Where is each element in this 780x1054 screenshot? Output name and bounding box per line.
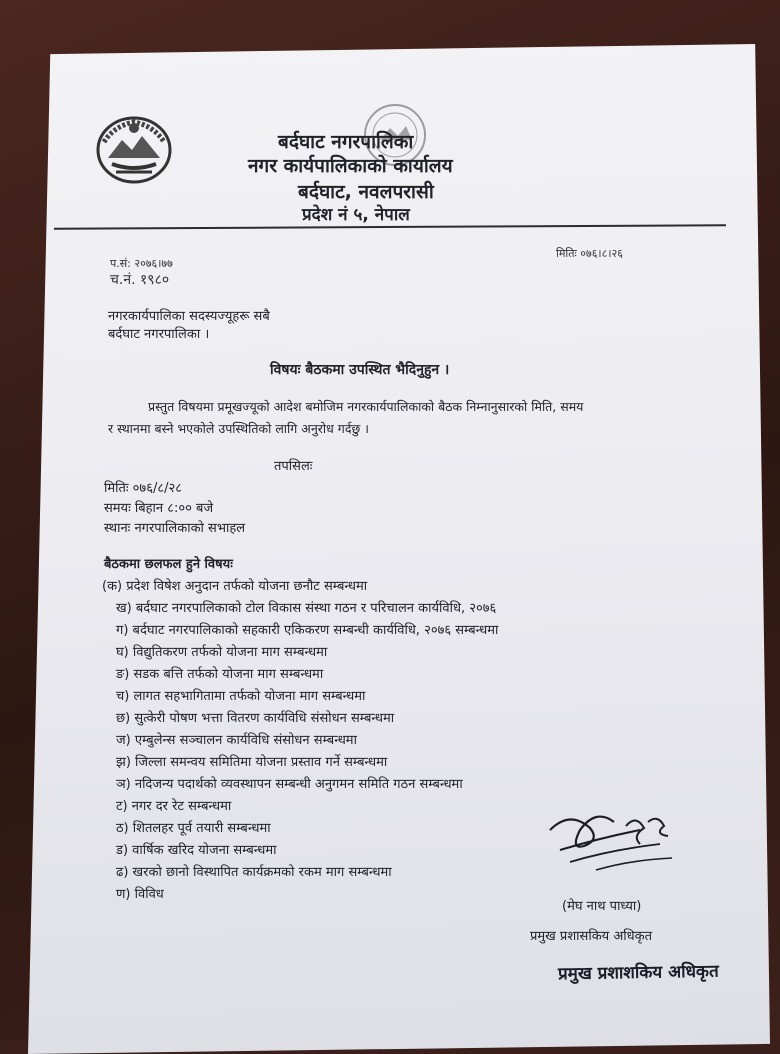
agenda-heading: बैठकमा छलफल हुने विषयः xyxy=(104,557,233,572)
meeting-time: समयः बिहान ८:०० बजे xyxy=(104,501,214,516)
agenda-item: ञ) नदिजन्य पदार्थको व्यवस्थापन सम्बन्धी अनुगमन समिति गठन सम्बन्धमा xyxy=(116,777,463,792)
recipient-line-2: बर्दघाट नगरपालिका । xyxy=(108,327,210,342)
agenda-item: ज) एम्बुलेन्स सञ्चालन कार्यविधि संसोधन सम्बन्धमा xyxy=(116,733,357,748)
fiscal-year: प.सं: २०७६।७७ xyxy=(110,257,173,270)
office-name: नगर कार्यपालिकाको कार्यालय xyxy=(248,155,453,177)
meeting-venue: स्थानः नगरपालिकाको सभाहल xyxy=(104,521,246,536)
province-line: प्रदेश नं ५, नेपाल xyxy=(302,205,410,225)
office-location: बर्दघाट, नवलपरासी xyxy=(298,181,434,203)
agenda-item: छ) सुत्केरी पोषण भत्ता वितरण कार्यविधि संसोधन सम्बन्धमा xyxy=(116,711,395,726)
body-line-2: र स्थानमा बस्ने भएकोले उपस्थितिको लागि अनुरोध गर्दछु । xyxy=(108,421,369,436)
municipality-name: बर्दघाट नगरपालिका xyxy=(278,131,414,153)
nepal-emblem-icon xyxy=(94,112,174,184)
dispatch-number: च.नं. १९८० xyxy=(110,272,170,288)
agenda-item: ण) विविध xyxy=(116,887,164,902)
agenda-item: ग) बर्दघाट नगरपालिकाको सहकारी एकिकरण सम्बन्धी कार्यविधि, २०७६ सम्बन्धमा xyxy=(116,623,499,638)
agenda-item: ठ) शितलहर पूर्व तयारी सम्बन्धमा xyxy=(116,821,271,836)
agenda-item: ट) नगर दर रेट सम्बन्धमा xyxy=(116,799,232,814)
handwritten-signature xyxy=(540,800,680,890)
letter-date: मितिः ०७६।८।२६ xyxy=(556,247,623,260)
signatory-name: (मेघ नाथ पाध्या) xyxy=(562,899,642,914)
agenda-item: घ) विद्युतिकरण तर्फको योजना माग सम्बन्धमा xyxy=(116,645,328,660)
agenda-item: ढ) खरको छानो विस्थापित कार्यक्रमको रकम माग सम्बन्धमा xyxy=(116,865,392,880)
recipient-line-1: नगरकार्यपालिका सदस्यज्यूहरू सबै xyxy=(108,309,270,324)
agenda-item: (क) प्रदेश विषेश अनुदान तर्फको योजना छनौट सम्बन्धमा xyxy=(102,579,368,594)
signatory-title: प्रमुख प्रशासकिय अधिकृत xyxy=(530,929,653,944)
agenda-item: झ) जिल्ला समन्वय समितिमा योजना प्रस्ताव गर्ने सम्बन्धमा xyxy=(116,755,388,770)
agenda-item: ड) वार्षिक खरिद योजना सम्बन्धमा xyxy=(116,843,277,858)
agenda-item: ङ) सडक बत्ति तर्फको योजना माग सम्बन्धमा xyxy=(116,667,324,682)
details-heading: तपसिलः xyxy=(274,459,313,474)
meeting-date: मितिः ०७६/८/२८ xyxy=(104,481,182,496)
body-line-1: प्रस्तुत विषयमा प्रमूखज्यूको आदेश बमोजिम नगरकार्यपालिकाको बैठक निम्नानुसारको मिति, समय xyxy=(148,399,584,414)
designation-stamp: प्रमुख प्रशाशकिय अधिकृत xyxy=(557,961,719,985)
subject-line: विषयः बैठकमा उपस्थित भैदिनुहुन । xyxy=(270,362,450,378)
agenda-item: च) लागत सहभागितामा तर्फको योजना माग सम्बन्धमा xyxy=(116,689,366,704)
agenda-item: ख) बर्दघाट नगरपालिकाको टोल विकास संस्था गठन र परिचालन कार्यविधि, २०७६ xyxy=(116,601,497,616)
